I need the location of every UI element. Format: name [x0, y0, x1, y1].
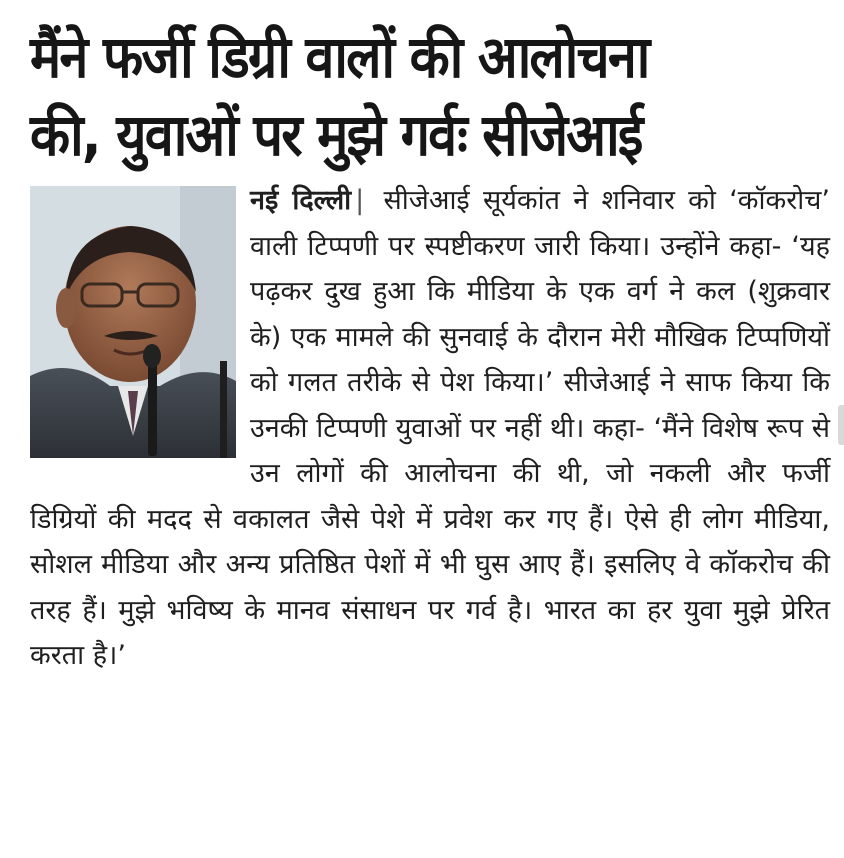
page-edge-marker [838, 405, 844, 445]
article-paragraph: सीजेआई सूर्यकांत ने शनिवार को ‘कॉकरोच’ वाली टिप्पणी पर स्पष्टीकरण जारी किया। उन्होंने कहा- ‘यह पढ़कर दुख हुआ कि मीडिया के एक वर्ग ने कल (शुक्रवार के) एक मामले की सुनवाई के दौरान मेरी मौखिक टिप्पणियों को गलत तरीके से पेश किया।’ सीजेआई ने साफ किया कि उनकी टिप्पणी युवाओं पर नहीं थी। कहा- ‘मैंने विशेष रूप से उन लोगों की आलोचना की थी, जो नकली और फर्जी डिग्रियों की मदद से वकालत जैसे पेशे में प्रवेश कर गए हैं। ऐसे ही लोग मीडिया, सोशल मीडिया और अन्य प्रतिष्ठित पेशों में भी घुस आए हैं। इसलिए वे कॉकरोच की तरह हैं। मुझे भविष्य के मानव संसाधन पर गर्व है। भारत का हर युवा मुझे प्रेरित करता है।’ [30, 185, 831, 671]
article-body [30, 178, 830, 679]
dateline: नई दिल्ली [250, 185, 352, 216]
headline-line-2: की, युवाओं पर मुझे गर्वः सीजेआई [30, 101, 642, 169]
dateline-separator: | [355, 185, 365, 216]
portrait-illustration [30, 186, 236, 458]
portrait-photo [30, 186, 236, 458]
headline [30, 18, 830, 174]
headline-line-1: मैंने फर्जी डिग्री वालों की आलोचना [30, 23, 649, 91]
